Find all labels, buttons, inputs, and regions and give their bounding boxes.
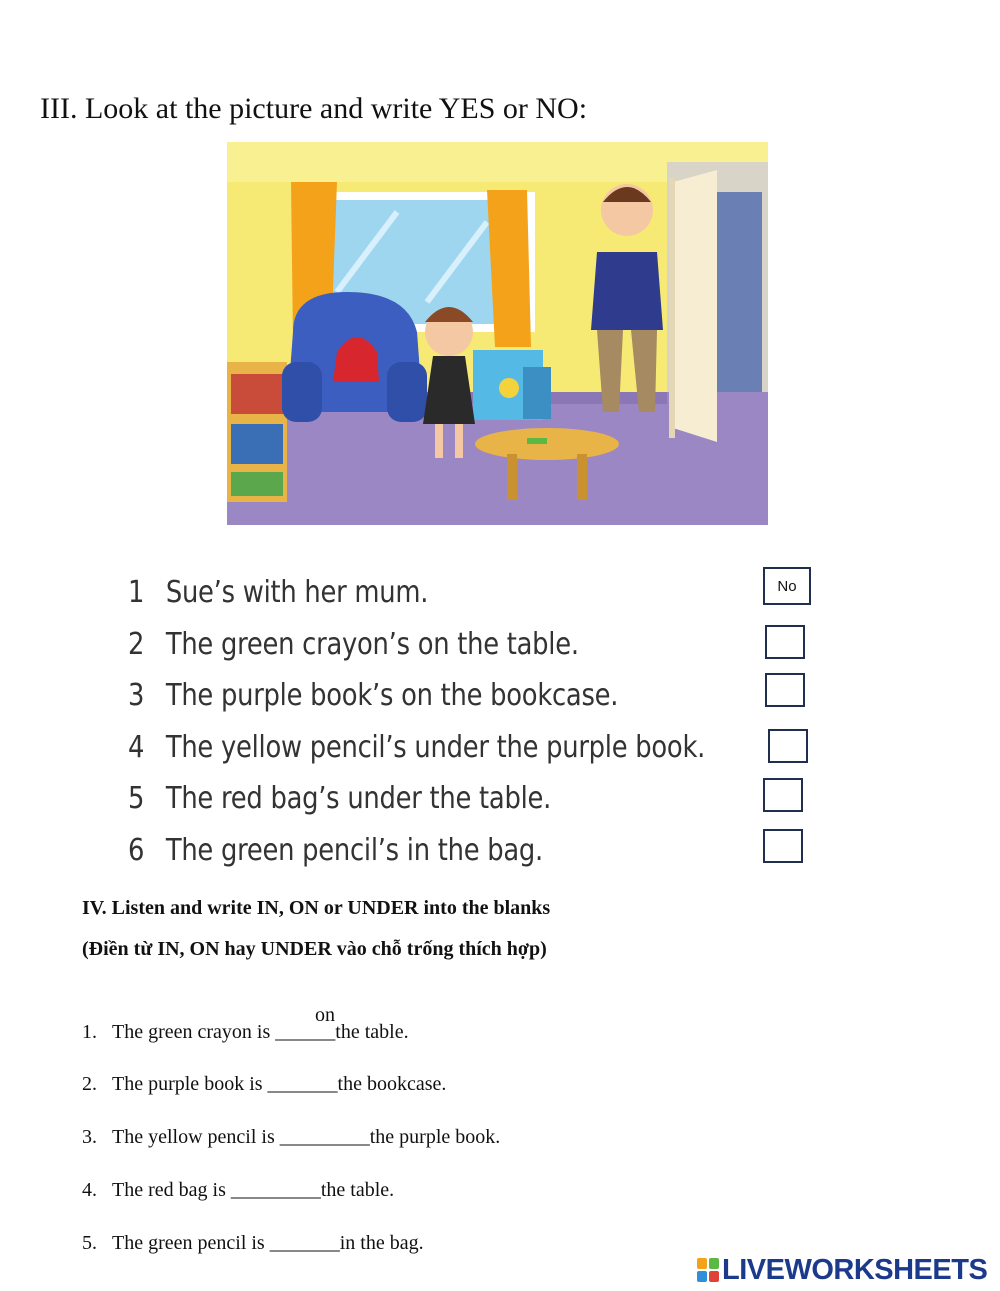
liveworksheets-logo — [697, 1253, 987, 1287]
logo-blocks-icon — [697, 1258, 719, 1282]
room-picture — [227, 142, 768, 525]
list-item: 5 The red bag’s under the table. — [128, 781, 552, 816]
logo-text: LIVEWORKSHEETS — [722, 1253, 988, 1286]
list-item: 4 The yellow pencil’s under the purple book. — [128, 730, 706, 765]
section-4-title: IV. Listen and write IN, ON or UNDER into the blanks — [82, 897, 551, 919]
answer-box-4[interactable] — [768, 729, 808, 763]
blank-3[interactable]: _________ — [279, 1126, 370, 1148]
room-illustration — [227, 142, 768, 525]
blank-1[interactable]: ______ — [275, 1021, 336, 1043]
list-item: 6 The green pencil’s in the bag. — [128, 833, 544, 868]
fill-item-3: 3. The yellow pencil is _________the purple book. — [82, 1126, 501, 1148]
blank-4[interactable]: _________ — [230, 1179, 321, 1201]
blank-answer-1[interactable]: on — [315, 1004, 335, 1026]
section-4-subtitle: (Điền từ IN, ON hay UNDER vào chỗ trống thích hợp) — [82, 938, 547, 960]
fill-item-2: 2. The purple book is _______the bookcase. — [82, 1073, 447, 1095]
blank-2[interactable]: _______ — [267, 1073, 338, 1095]
fill-item-1: 1. The green crayon is ______the table. — [82, 1021, 409, 1043]
answer-box-5[interactable] — [763, 778, 803, 812]
list-item: 3 The purple book’s on the bookcase. — [128, 678, 619, 713]
answer-box-1[interactable]: No — [763, 567, 811, 605]
answer-box-2[interactable] — [765, 625, 805, 659]
blank-5[interactable]: _______ — [269, 1232, 340, 1254]
answer-box-3[interactable] — [765, 673, 805, 707]
fill-item-5: 5. The green pencil is _______in the bag. — [82, 1232, 424, 1254]
list-item: 2 The green crayon’s on the table. — [128, 627, 579, 662]
answer-box-6[interactable] — [763, 829, 803, 863]
fill-item-4: 4. The red bag is _________the table. — [82, 1179, 395, 1201]
section-3-title: III. Look at the picture and write YES or NO: — [40, 92, 588, 125]
list-item: 1 Sue’s with her mum. — [128, 575, 429, 610]
